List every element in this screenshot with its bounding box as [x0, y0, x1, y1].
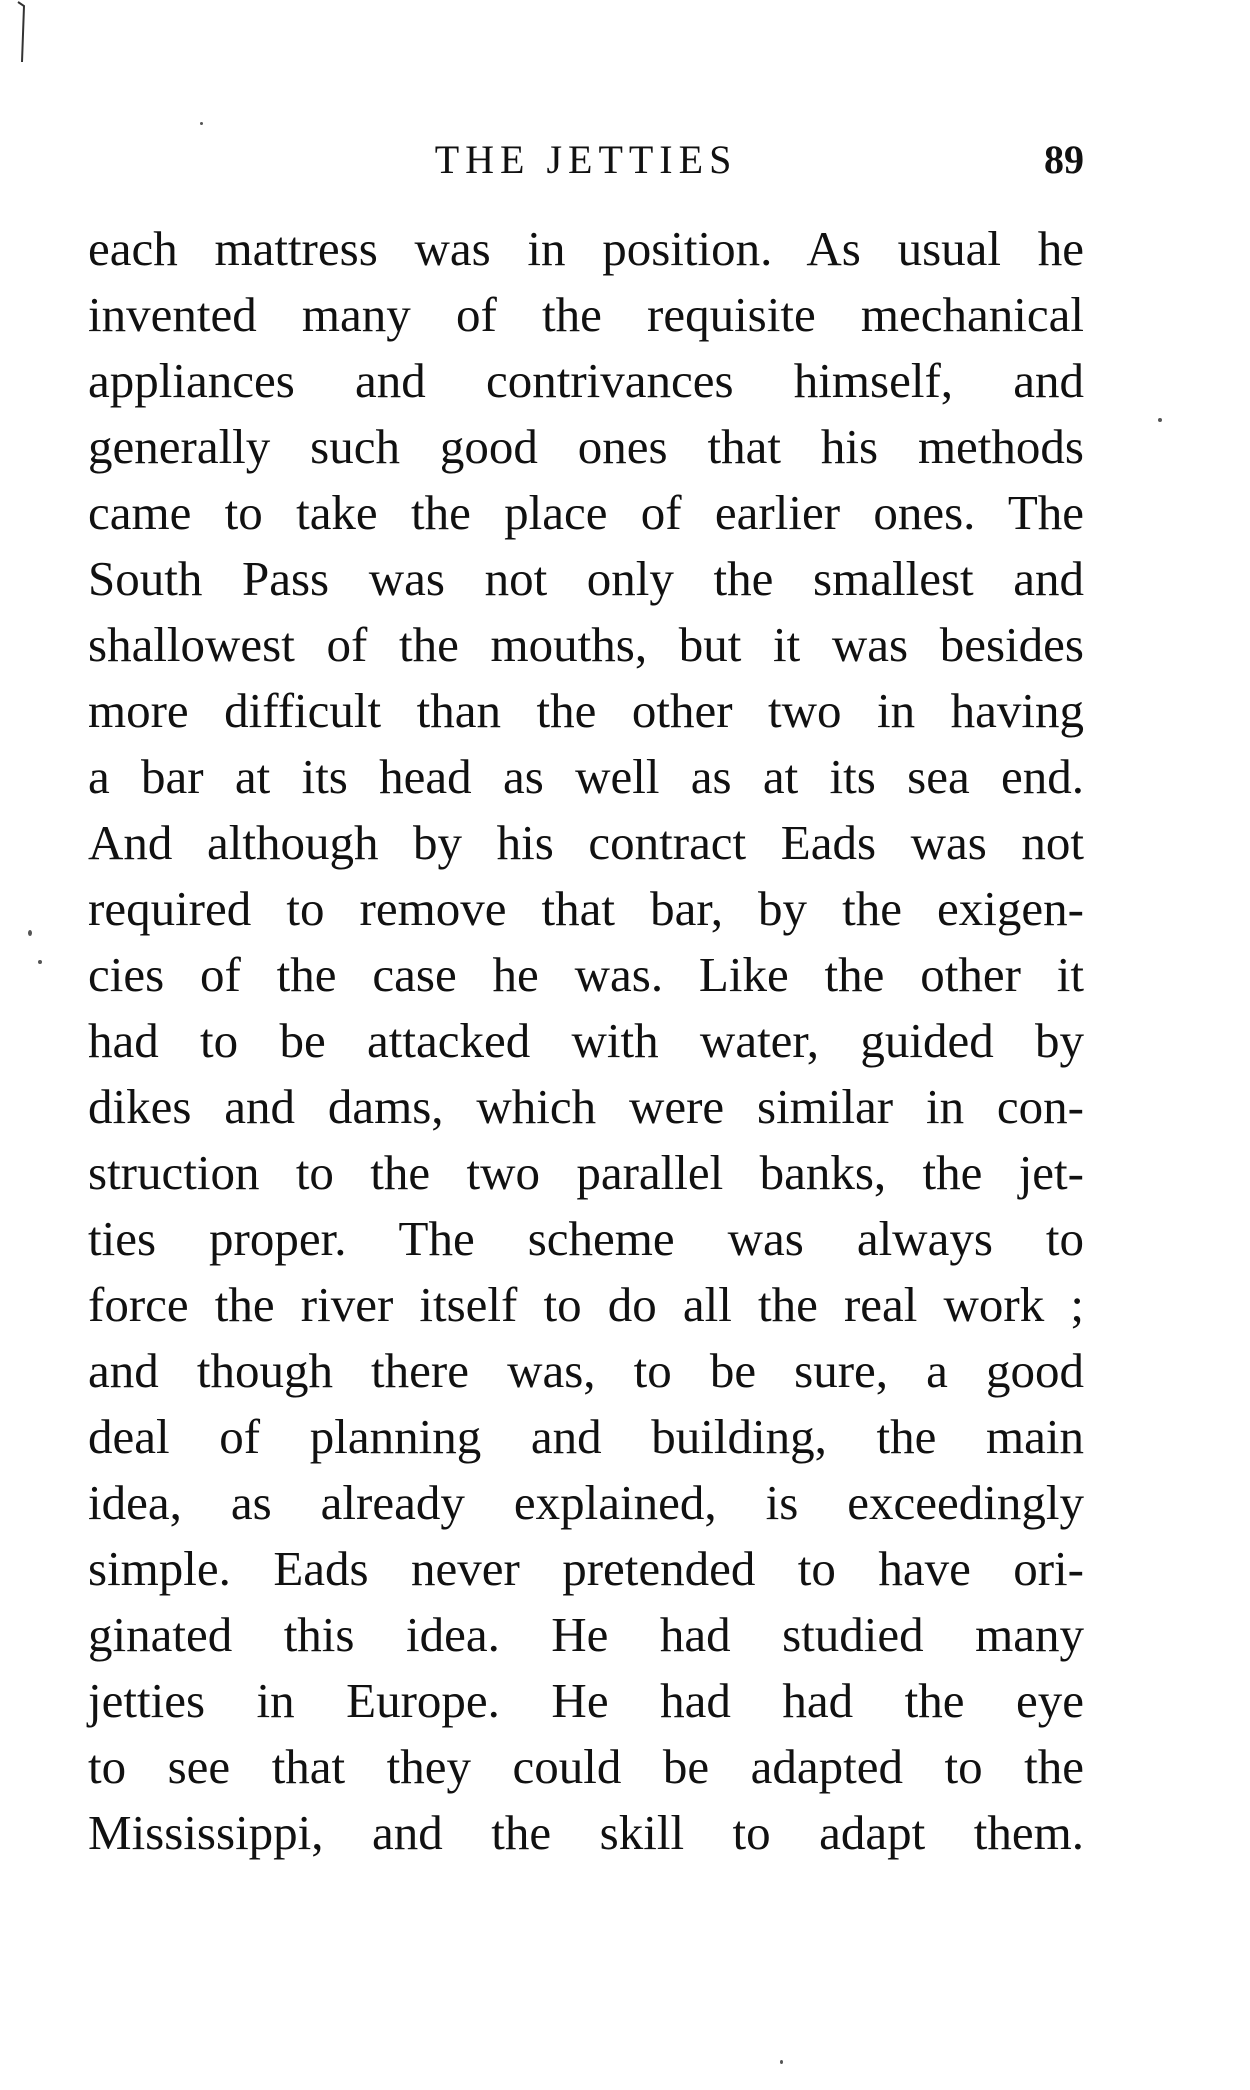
text-line: struction to the two parallel banks, the jet- [88, 1145, 1084, 1200]
text-line: force the river itself to do all the real work ; [88, 1277, 1084, 1332]
text-line: came to take the place of earlier ones. The [88, 485, 1084, 540]
text-line: appliances and contrivances himself, and [88, 353, 1084, 408]
text-line: ties proper. The scheme was always to [88, 1211, 1084, 1266]
text-line: cies of the case he was. Like the other it [88, 947, 1084, 1002]
text-line: simple. Eads never pretended to have ori- [88, 1541, 1084, 1596]
scan-speck-dot [1158, 418, 1162, 422]
page-number: 89 [1044, 137, 1084, 182]
text-line: to see that they could be adapted to the [88, 1739, 1084, 1794]
text-line: ginated this idea. He had studied many [88, 1607, 1084, 1662]
text-line: Mississippi, and the skill to adapt them. [88, 1805, 1084, 1860]
text-line: South Pass was not only the smallest and [88, 551, 1084, 606]
text-line: deal of planning and building, the main [88, 1409, 1084, 1464]
text-line: dikes and dams, which were similar in con- [88, 1079, 1084, 1134]
body-text [88, 216, 1084, 1866]
text-line: and though there was, to be sure, a good [88, 1343, 1084, 1398]
scan-speck-dot [28, 930, 32, 936]
text-line: invented many of the requisite mechanical [88, 287, 1084, 342]
text-line: And although by his contract Eads was not [88, 815, 1084, 870]
text-line: more difficult than the other two in having [88, 683, 1084, 738]
text-line: jetties in Europe. He had had the eye [88, 1673, 1084, 1728]
text-line: a bar at its head as well as at its sea end. [88, 749, 1084, 804]
text-line: generally such good ones that his methods [88, 419, 1084, 474]
running-head [88, 136, 1084, 184]
running-title: THE JETTIES [434, 137, 738, 182]
scan-speck-dot [38, 960, 42, 964]
scan-speck-dot [780, 2060, 783, 2064]
text-line: idea, as already explained, is exceedingly [88, 1475, 1084, 1530]
text-line: shallowest of the mouths, but it was besides [88, 617, 1084, 672]
scan-speck-dot [200, 122, 203, 125]
text-line: required to remove that bar, by the exigen- [88, 881, 1084, 936]
scan-speck-mark [14, 0, 34, 64]
text-line: each mattress was in position. As usual he [88, 221, 1084, 276]
text-line: had to be attacked with water, guided by [88, 1013, 1084, 1068]
